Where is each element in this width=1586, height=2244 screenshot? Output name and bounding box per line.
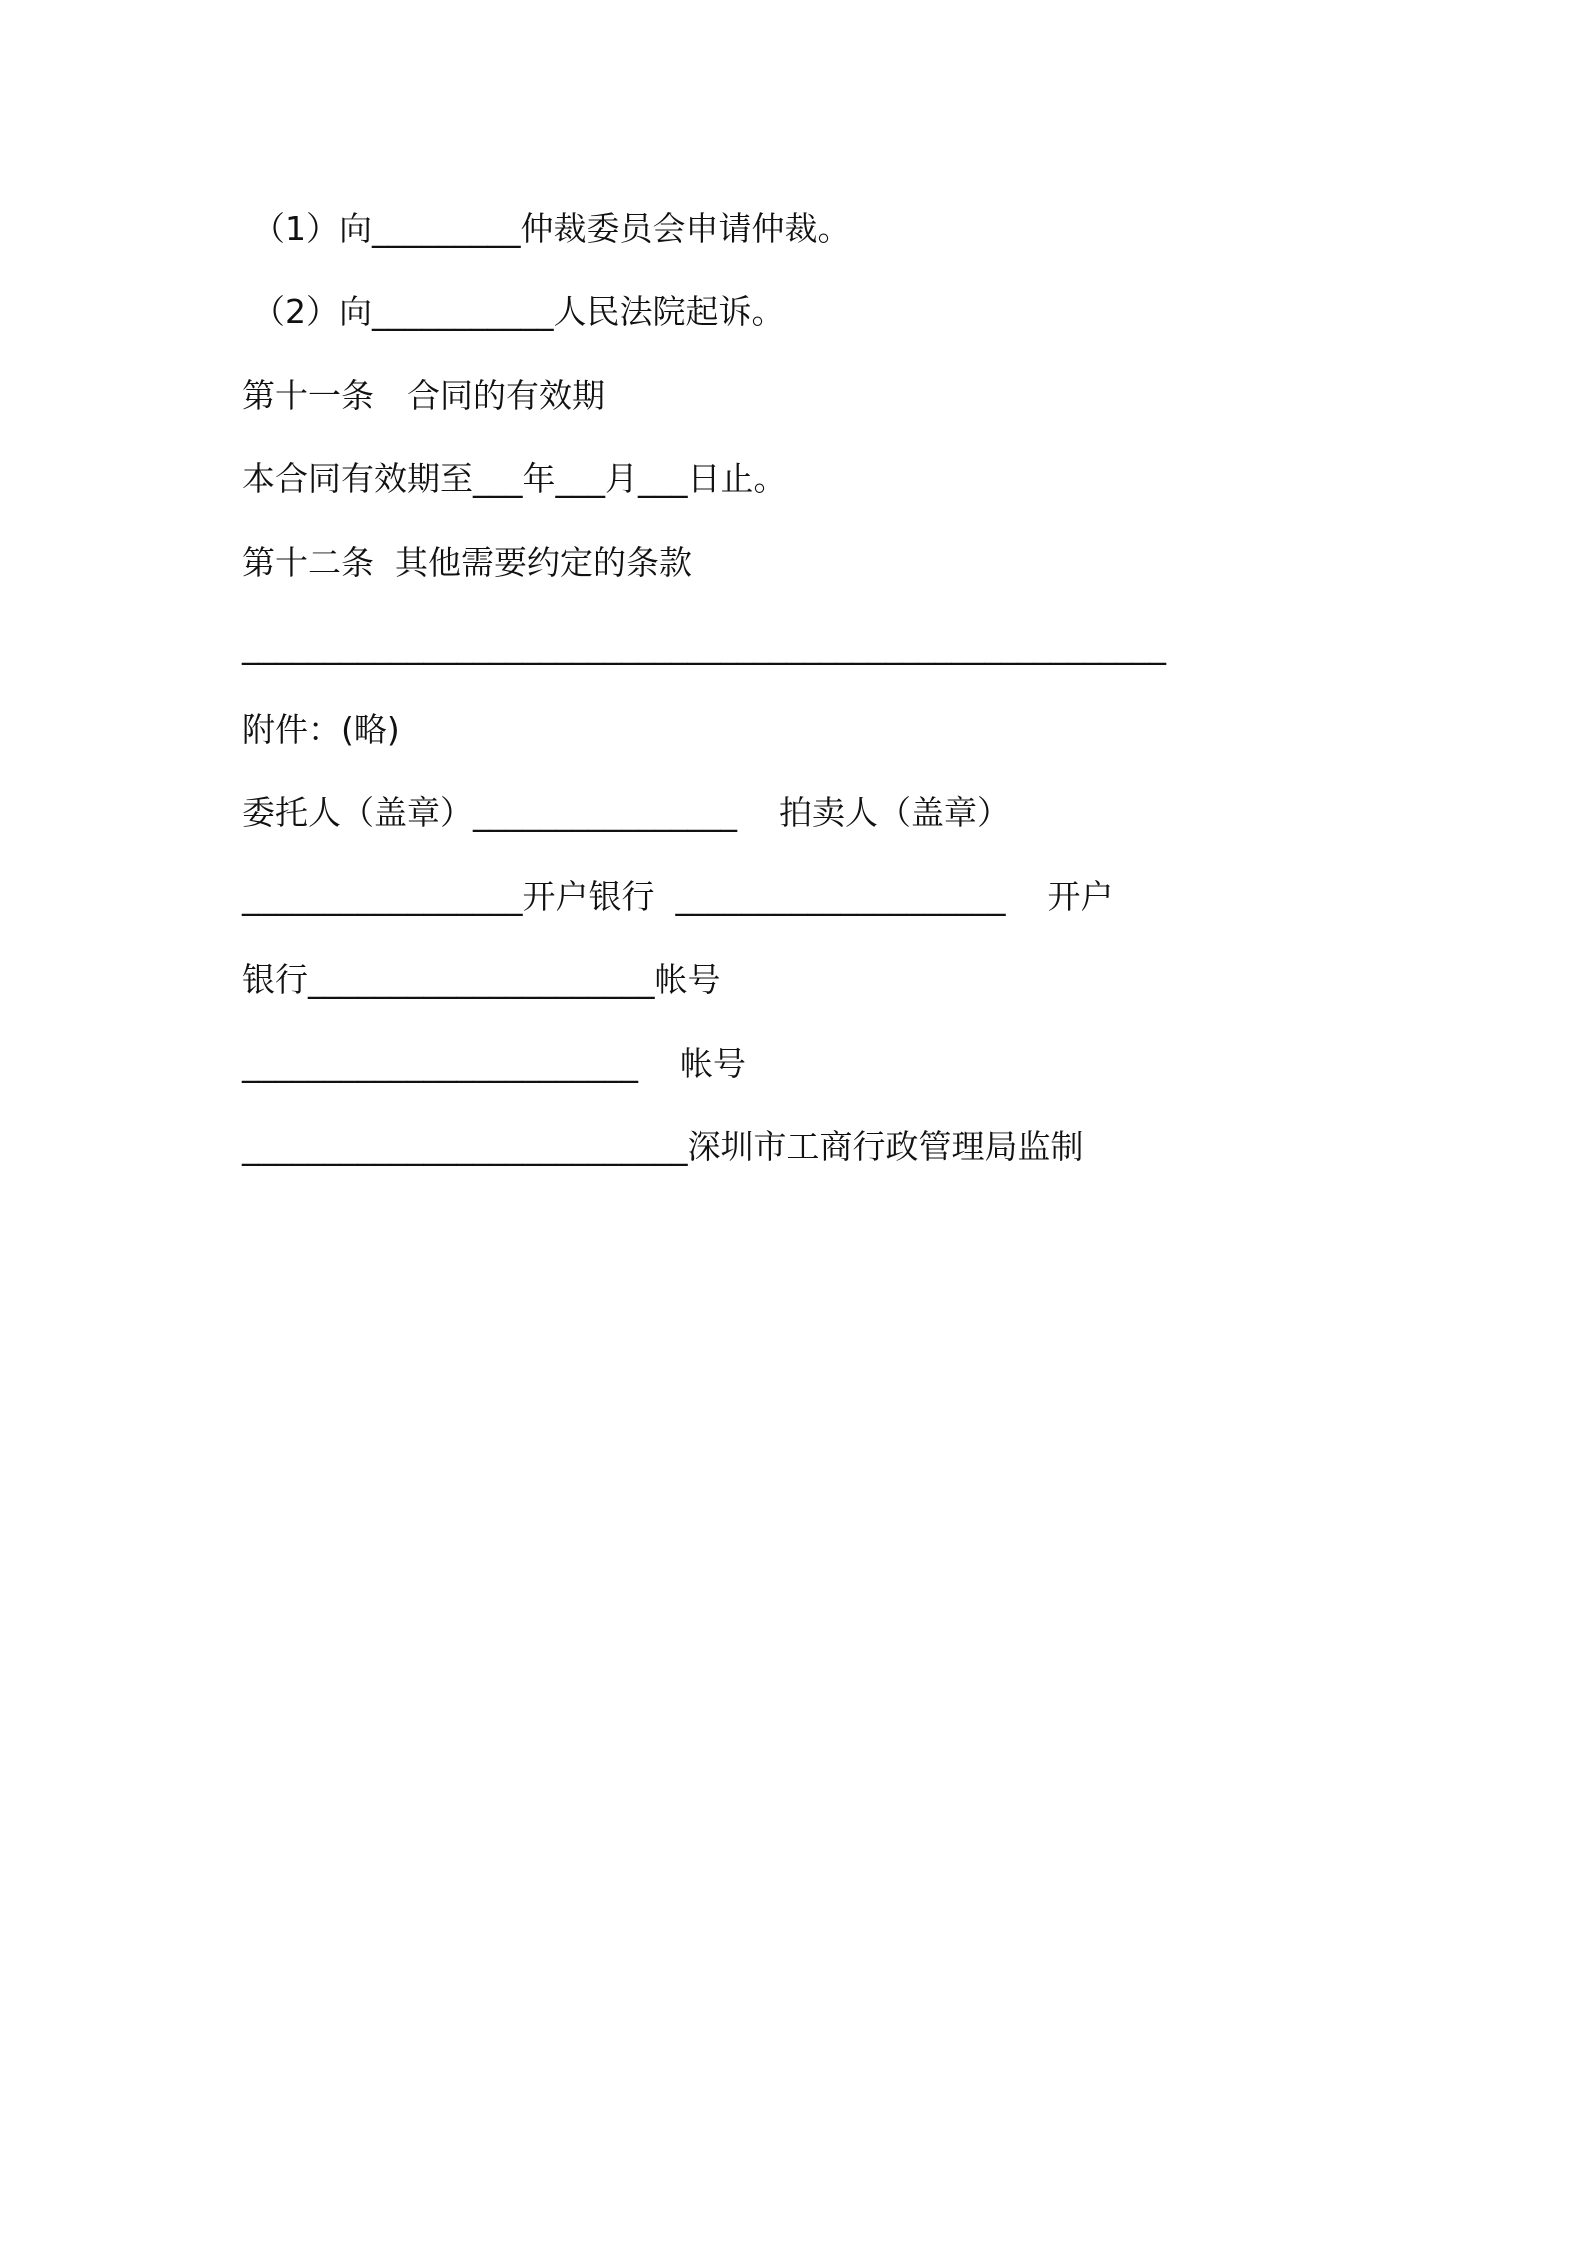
bank-line-1: _________________开户银行 ____________________ 开户 [242, 877, 1114, 916]
arbitration-option-line: （1）向_________仲裁委员会申请仲裁。 [252, 209, 851, 248]
validity-period-line: 本合同有效期至___年___月___日止。 [242, 459, 787, 498]
attachment-line: 附件：(略) [242, 710, 400, 749]
court-option-line: （2）向___________人民法院起诉。 [252, 292, 785, 331]
other-terms-blank-line: ________________________________________________________ [242, 626, 1166, 665]
signature-parties-line: 委托人（盖章）________________ 拍卖人（盖章） [242, 793, 1010, 832]
bank-line-2: 银行_____________________帐号 [242, 960, 721, 999]
supervisor-line: ___________________________深圳市工商行政管理局监制 [242, 1127, 1084, 1166]
article-11-heading: 第十一条 合同的有效期 [242, 376, 605, 415]
account-line: ________________________ 帐号 [242, 1044, 746, 1083]
article-12-heading: 第十二条 其他需要约定的条款 [242, 543, 692, 582]
